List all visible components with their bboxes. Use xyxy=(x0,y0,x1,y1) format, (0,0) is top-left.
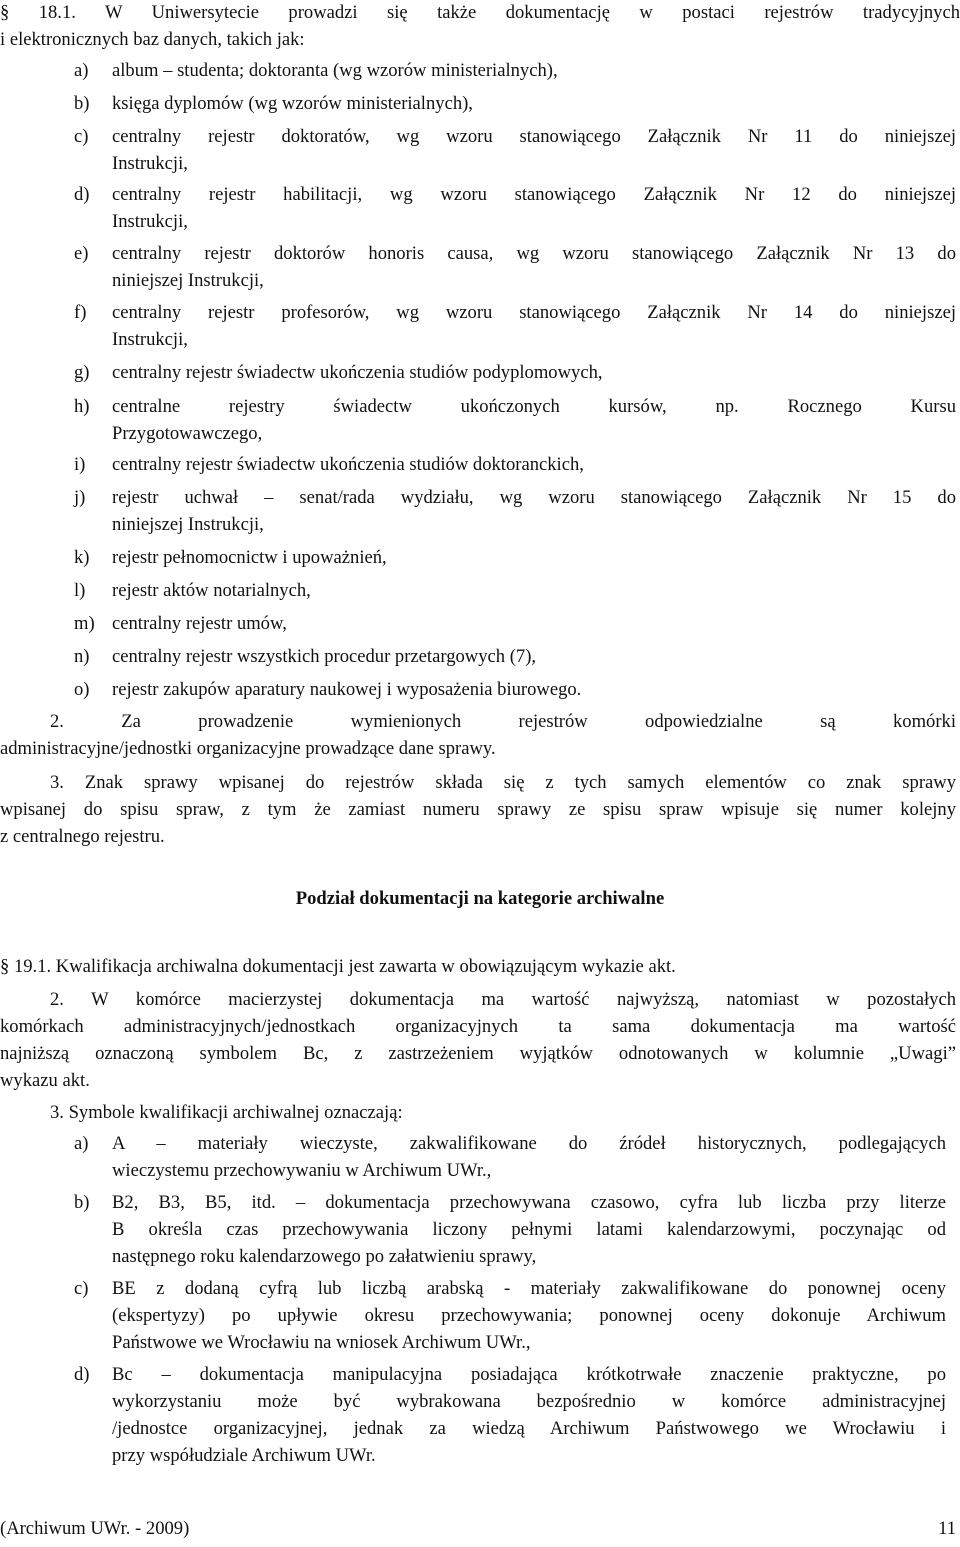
item-text-line: centralny rejestr świadectw ukończenia studiów doktoranckich, xyxy=(112,454,584,475)
section-18-paragraph-2-line-2: administracyjne/jednostki organizacyjne prowadzące dane sprawy. xyxy=(0,738,496,759)
item-text xyxy=(112,679,956,706)
section-19-paragraph-2-line-3: najniższą oznaczoną symbolem Bc, z zastrzeżeniem wyjątków odnotowanych w kolumnie „Uwagi” xyxy=(0,1043,956,1064)
item-text xyxy=(112,396,956,450)
section-19-paragraph-2-line-1: 2. W komórce macierzystej dokumentacja ma wartość najwyższą, natomiast w pozostałych xyxy=(50,989,956,1010)
section-18-number: § 18.1. xyxy=(0,2,76,23)
item-text-line: centralny rejestr wszystkich procedur przetargowych (7), xyxy=(112,646,537,667)
item-label: c) xyxy=(74,126,89,147)
section-19-paragraph-2-line-2: komórkach administracyjnych/jednostkach organizacyjnych ta sama dokumentacja ma wartość xyxy=(0,1016,956,1037)
item-text xyxy=(112,487,956,541)
section-19-paragraph-1: § 19.1. Kwalifikacja archiwalna dokumentacji jest zawarta w obowiązującym wykazie akt. xyxy=(0,956,676,977)
item-text-line: Bc – dokumentacja manipulacyjna posiadająca krótkotrwałe znaczenie praktyczne, po xyxy=(112,1364,946,1385)
item-text xyxy=(112,1364,946,1472)
item-text-line: księga dyplomów (wg wzorów ministerialnych), xyxy=(112,93,473,114)
item-text-line: centralny rejestr świadectw ukończenia studiów podyplomowych, xyxy=(112,362,603,383)
item-text-line: centralny rejestr doktoratów, wg wzoru stanowiącego Załącznik Nr 11 do niniejszej xyxy=(112,126,956,147)
item-text-line: centralny rejestr habilitacji, wg wzoru stanowiącego Załącznik Nr 12 do niniejszej xyxy=(112,184,956,205)
section-18-paragraph-3-line-2: wpisanej do spisu spraw, z tym że zamiast numeru sprawy ze spisu spraw wpisuje się numer kolejny xyxy=(0,799,956,820)
section-19-paragraph-3: 3. Symbole kwalifikacji archiwalnej oznaczają: xyxy=(50,1102,403,1123)
item-label: b) xyxy=(74,1192,90,1213)
section-18-paragraph-2-line-1: 2. Za prowadzenie wymienionych rejestrów odpowiedzialne są komórki xyxy=(50,711,956,732)
item-text-line: /jednostce organizacyjnej, jednak za wiedzą Archiwum Państwowego we Wrocławiu i xyxy=(112,1418,946,1439)
item-text-line: Instrukcji, xyxy=(112,153,188,174)
item-label: d) xyxy=(74,184,90,205)
section-19-paragraph-2-line-4: wykazu akt. xyxy=(0,1070,90,1091)
item-text-line: przy współudziale Archiwum UWr. xyxy=(112,1445,376,1466)
item-text xyxy=(112,302,956,356)
item-text-line: album – studenta; doktoranta (wg wzorów ministerialnych), xyxy=(112,60,558,81)
item-text xyxy=(112,613,956,640)
item-label: n) xyxy=(74,646,90,667)
item-text-line: rejestr pełnomocnictw i upoważnień, xyxy=(112,547,387,568)
item-label: j) xyxy=(74,487,86,508)
item-text-line: centralne rejestry świadectw ukończonych kursów, np. Rocznego Kursu xyxy=(112,396,956,417)
item-text xyxy=(112,60,956,87)
footer-source: (Archiwum UWr. - 2009) xyxy=(0,1518,190,1539)
item-text-line: centralny rejestr umów, xyxy=(112,613,287,634)
item-label: m) xyxy=(74,613,95,634)
item-text-line: rejestr zakupów aparatury naukowej i wyposażenia biurowego. xyxy=(112,679,582,700)
item-text-line: Instrukcji, xyxy=(112,329,188,350)
page-number: 11 xyxy=(938,1518,956,1539)
item-text-line: niniejszej Instrukcji, xyxy=(112,514,264,535)
item-text xyxy=(112,1278,946,1359)
item-text-line: centralny rejestr doktorów honoris causa, wg wzoru stanowiącego Załącznik Nr 13 do xyxy=(112,243,956,264)
item-label: a) xyxy=(74,1133,89,1154)
item-text xyxy=(112,580,956,607)
item-text xyxy=(112,646,956,673)
item-label: f) xyxy=(74,302,87,323)
item-label: h) xyxy=(74,396,90,417)
section-18-intro-line-1: § 18.1. W Uniwersytecie prowadzi się także dokumentację w postaci rejestrów tradycyjnych xyxy=(0,2,960,23)
item-text-line: BE z dodaną cyfrą lub liczbą arabską - materiały zakwalifikowane do ponownej oceny xyxy=(112,1278,946,1299)
item-text-line: rejestr aktów notarialnych, xyxy=(112,580,311,601)
item-text-line: centralny rejestr profesorów, wg wzoru stanowiącego Załącznik Nr 14 do niniejszej xyxy=(112,302,956,323)
section-heading: Podział dokumentacji na kategorie archiwalne xyxy=(295,888,665,909)
item-text-line: A – materiały wieczyste, zakwalifikowane do źródeł historycznych, podlegających xyxy=(112,1133,946,1154)
item-label: l) xyxy=(74,580,86,601)
item-text-line: B2, B3, B5, itd. – dokumentacja przechowywana czasowo, cyfra lub liczba przy literze xyxy=(112,1192,946,1213)
item-label: i) xyxy=(74,454,86,475)
item-text xyxy=(112,243,956,297)
item-label: b) xyxy=(74,93,90,114)
item-text-line: Instrukcji, xyxy=(112,211,188,232)
item-label: k) xyxy=(74,547,90,568)
item-text-line: Przygotowawczego, xyxy=(112,423,263,444)
item-text xyxy=(112,1192,946,1273)
item-text-line: Państwowe we Wrocławiu na wniosek Archiwum UWr., xyxy=(112,1332,531,1353)
item-text xyxy=(112,184,956,238)
item-text xyxy=(112,454,956,481)
item-text xyxy=(112,1133,946,1187)
item-text-line: rejestr uchwał – senat/rada wydziału, wg wzoru stanowiącego Załącznik Nr 15 do xyxy=(112,487,956,508)
item-text xyxy=(112,547,956,574)
item-text xyxy=(112,362,956,389)
section-18-paragraph-3-line-1: 3. Znak sprawy wpisanej do rejestrów składa się z tych samych elementów co znak sprawy xyxy=(50,772,956,793)
item-label: c) xyxy=(74,1278,89,1299)
section-18-paragraph-3-line-3: z centralnego rejestru. xyxy=(0,826,165,847)
item-text xyxy=(112,126,956,180)
section-18-intro-line-2: i elektronicznych baz danych, takich jak: xyxy=(0,29,305,50)
item-text-line: B określa czas przechowywania liczony pełnymi latami kalendarzowymi, poczynając od xyxy=(112,1219,946,1240)
item-text-line: wieczystemu przechowywaniu w Archiwum UWr., xyxy=(112,1160,492,1181)
item-label: g) xyxy=(74,362,90,383)
item-text xyxy=(112,93,956,120)
item-label: e) xyxy=(74,243,89,264)
item-text-line: następnego roku kalendarzowego po załatwieniu sprawy, xyxy=(112,1246,537,1267)
item-label: d) xyxy=(74,1364,90,1385)
item-label: a) xyxy=(74,60,89,81)
item-label: o) xyxy=(74,679,90,700)
item-text-line: niniejszej Instrukcji, xyxy=(112,270,264,291)
item-text-line: wykorzystaniu może być wybrakowana bezpośrednio w komórce administracyjnej xyxy=(112,1391,946,1412)
item-text-line: (ekspertyzy) po upływie okresu przechowywania; ponownej oceny dokonuje Archiwum xyxy=(112,1305,946,1326)
